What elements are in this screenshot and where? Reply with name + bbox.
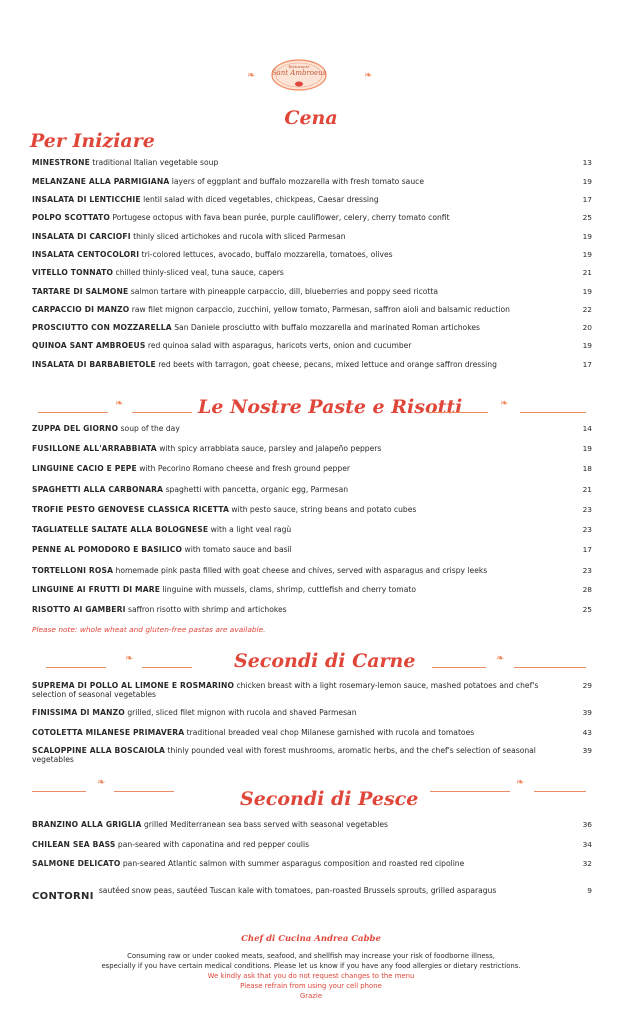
- menu-item-description: with spicy arrabbiata sauce, parsley and jalapeño peppers: [159, 444, 382, 453]
- section-title-pasta: Le Nostre Paste e Risotti: [198, 396, 463, 418]
- menu-item-text: [32, 287, 592, 296]
- flourish-line: [142, 655, 192, 668]
- menu-item-name: BRANZINO ALLA GRIGLIA: [32, 820, 142, 829]
- leaf-icon: ❧: [115, 398, 124, 409]
- menu-item: [32, 341, 592, 350]
- menu-item-text: [32, 681, 592, 699]
- menu-item: [32, 250, 592, 259]
- menu-item: [32, 305, 592, 314]
- menu-item-name: INSALATA DI BARBABIETOLE: [32, 360, 156, 369]
- menu-item: [32, 287, 592, 296]
- menu-item-text: [32, 566, 592, 575]
- menu-item-name: INSALATA CENTOCOLORI: [32, 250, 140, 259]
- menu-item: [32, 708, 592, 717]
- pasta-note: Please note: whole wheat and gluten-free pastas are available.: [32, 625, 266, 634]
- menu-item: [32, 566, 592, 575]
- contorni-price: 9: [587, 886, 592, 895]
- restaurant-logo: [246, 57, 352, 93]
- menu-item-price: 43: [582, 728, 592, 737]
- menu-item-price: 21: [582, 268, 592, 277]
- allergy-warning-2: especially if you have certain medical conditions. Please let us know if you have any food allergies or dietary restrictions.: [101, 962, 521, 970]
- menu-item-description: pan-seared with caponatina and red pepper coulis: [117, 840, 310, 849]
- flourish-line: [38, 400, 108, 413]
- menu-item-text: [32, 485, 592, 494]
- menu-item: [32, 505, 592, 514]
- section-title-fish: Secondi di Pesce: [240, 788, 419, 810]
- menu-item-name: PENNE AL POMODORO E BASILICO: [32, 545, 183, 554]
- menu-item: [32, 840, 592, 849]
- menu-item: [32, 424, 592, 433]
- menu-item-price: 19: [582, 177, 592, 186]
- flourish-line: [32, 779, 86, 792]
- menu-item-text: [32, 158, 592, 167]
- menu-item: [32, 464, 592, 473]
- menu-item-name: SALMONE DELICATO: [32, 859, 121, 868]
- menu-item: [32, 746, 592, 764]
- menu-item-price: 19: [582, 444, 592, 453]
- menu-item-description: with a light veal ragù: [210, 525, 292, 534]
- menu-item-name: INSALATA DI LENTICCHIE: [32, 195, 141, 204]
- menu-item-description: salmon tartare with pineapple carpaccio, dill, blueberries and poppy seed ricotta: [130, 287, 439, 296]
- menu-item-name: CARPACCIO DI MANZO: [32, 305, 130, 314]
- flourish-line: [432, 655, 486, 668]
- menu-item-description: chilled thinly-sliced veal, tuna sauce, capers: [115, 268, 284, 277]
- menu-item-name: CHILEAN SEA BASS: [32, 840, 116, 849]
- menu-item-text: [32, 859, 592, 868]
- menu-item-text: [32, 268, 592, 277]
- flourish-line: [534, 779, 586, 792]
- menu-item-description: lentil salad with diced vegetables, chickpeas, Caesar dressing: [143, 195, 379, 204]
- menu-item-name: TORTELLONI ROSA: [32, 566, 114, 575]
- menu-item-text: [32, 341, 592, 350]
- menu-item-name: ZUPPA DEL GIORNO: [32, 424, 119, 433]
- menu-item-text: [32, 585, 592, 594]
- leaf-icon: ❧: [247, 70, 256, 81]
- menu-item-text: [32, 360, 592, 369]
- menu-item-price: 20: [582, 323, 592, 332]
- menu-item-text: [32, 444, 592, 453]
- menu-item-price: 14: [582, 424, 592, 433]
- menu-item-price: 23: [582, 525, 592, 534]
- menu-item-text: [32, 525, 592, 534]
- menu-item-description: red beets with tarragon, goat cheese, pecans, mixed lettuce and orange saffron dressing: [158, 360, 497, 369]
- contorni-desc: sautéed snow peas, sautéed Tuscan kale with tomatoes, pan-roasted Brussels sprouts, grilled asparagus: [98, 886, 497, 895]
- logo-small-text: Ristorante: [288, 64, 310, 69]
- menu-item-description: linguine with mussels, clams, shrimp, cuttlefish and cherry tomato: [162, 585, 416, 594]
- menu-item-description: tri-colored lettuces, avocado, buffalo mozzarella, tomatoes, olives: [141, 250, 393, 259]
- menu-item-text: [32, 545, 592, 554]
- menu-item: [32, 681, 592, 699]
- menu-item-description: soup of the day: [120, 424, 180, 433]
- menu-item: [32, 485, 592, 494]
- menu-item-text: [32, 605, 592, 614]
- menu-item-description: with tomato sauce and basil: [184, 545, 292, 554]
- menu-item-name: SCALOPPINE ALLA BOSCAIOLA: [32, 746, 166, 755]
- menu-item: [32, 158, 592, 167]
- menu-item-name: MINESTRONE: [32, 158, 90, 167]
- menu-item: [32, 545, 592, 554]
- menu-item-description: traditional breaded veal chop Milanese garnished with rucola and tomatoes: [186, 728, 475, 737]
- menu-item-text: [32, 195, 592, 204]
- contorni-item: [32, 884, 592, 903]
- menu-item: [32, 605, 592, 614]
- cell-phone-request: Please refrain from using your cell phone: [240, 982, 382, 990]
- menu-item-description: thinly sliced artichokes and rucola with sliced Parmesan: [133, 232, 346, 241]
- flourish-line: [514, 655, 586, 668]
- menu-item-description: pan-seared Atlantic salmon with summer asparagus composition and roasted red cipoline: [122, 859, 465, 868]
- menu-item-description: thinly pounded veal with forest mushrooms, aromatic herbs, and the chef's selection of seasonal vegetables: [32, 746, 536, 764]
- menu-item: [32, 195, 592, 204]
- menu-item-text: [32, 305, 592, 314]
- menu-item: [32, 232, 592, 241]
- menu-item-price: 34: [582, 840, 592, 849]
- flourish-line: [114, 779, 174, 792]
- menu-item-price: 18: [582, 464, 592, 473]
- menu-item-description: Portugese octopus with fava bean purée, purple cauliflower, celery, cherry tomato confit: [112, 213, 450, 222]
- menu-item-text: [32, 464, 592, 473]
- menu-item-price: 23: [582, 566, 592, 575]
- menu-item-text: [32, 840, 592, 849]
- menu-item-description: saffron risotto with shrimp and artichokes: [128, 605, 287, 614]
- flourish-line: [430, 779, 510, 792]
- menu-item-text: [32, 746, 592, 764]
- menu-item-price: 32: [582, 859, 592, 868]
- menu-item-text: [32, 213, 592, 222]
- menu-item-price: 25: [582, 605, 592, 614]
- menu-item-price: 19: [582, 341, 592, 350]
- menu-item-name: MELANZANE ALLA PARMIGIANA: [32, 177, 170, 186]
- menu-item-text: [32, 505, 592, 514]
- menu-item-description: San Daniele prosciutto with buffalo mozzarella and marinated Roman artichokes: [174, 323, 480, 332]
- menu-item-description: layers of eggplant and buffalo mozzarella with fresh tomato sauce: [171, 177, 424, 186]
- menu-changes-request: We kindly ask that you do not request changes to the menu: [207, 972, 415, 980]
- menu-item-description: chicken breast with a light rosemary-lemon sauce, mashed potatoes and chef's selection of seasonal vegetables: [32, 681, 539, 699]
- leaf-icon: ❧: [125, 653, 134, 664]
- menu-item: [32, 177, 592, 186]
- menu-item: [32, 360, 592, 369]
- flourish-line: [520, 400, 586, 413]
- menu-item-text: [32, 177, 592, 186]
- menu-item: [32, 323, 592, 332]
- menu-item-name: RISOTTO AI GAMBERI: [32, 605, 126, 614]
- leaf-icon: ❧: [496, 653, 505, 664]
- menu-item-price: 19: [582, 232, 592, 241]
- menu-item-name: TARTARE DI SALMONE: [32, 287, 129, 296]
- menu-item-price: 17: [582, 195, 592, 204]
- menu-item-name: INSALATA DI CARCIOFI: [32, 232, 131, 241]
- menu-item-name: TAGLIATELLE SALTATE ALLA BOLOGNESE: [32, 525, 209, 534]
- menu-item-price: 13: [582, 158, 592, 167]
- menu-item-name: SPAGHETTI ALLA CARBONARA: [32, 485, 164, 494]
- menu-item-price: 39: [582, 708, 592, 717]
- leaf-icon: ❧: [97, 777, 106, 788]
- menu-item-price: 19: [582, 250, 592, 259]
- menu-item-description: homemade pink pasta filled with goat cheese and chives, served with asparagus and crispy leeks: [115, 566, 488, 575]
- menu-item-text: [32, 323, 592, 332]
- logo-text: Sant Ambroeus: [271, 69, 327, 77]
- menu-item: [32, 213, 592, 222]
- flourish-line: [132, 400, 192, 413]
- menu-item-price: 22: [582, 305, 592, 314]
- menu-item-price: 17: [582, 360, 592, 369]
- chef-name: Chef di Cucina Andrea Cabbe: [241, 934, 381, 944]
- menu-item-text: [32, 728, 592, 737]
- menu-item-description: grilled, sliced filet mignon with rucola and shaved Parmesan: [127, 708, 357, 717]
- menu-item-text: [32, 424, 592, 433]
- menu-item-name: QUINOA SANT AMBROEUS: [32, 341, 146, 350]
- menu-item-price: 21: [582, 485, 592, 494]
- menu-item-price: 23: [582, 505, 592, 514]
- section-title-meat: Secondi di Carne: [234, 650, 416, 672]
- menu-item: [32, 268, 592, 277]
- menu-item: [32, 525, 592, 534]
- menu-item-name: FINISSIMA DI MANZO: [32, 708, 125, 717]
- menu-item-description: grilled Mediterranean sea bass served with seasonal vegetables: [143, 820, 388, 829]
- leaf-icon: ❧: [364, 70, 373, 81]
- menu-item-description: with pesto sauce, string beans and potato cubes: [231, 505, 417, 514]
- menu-item: [32, 444, 592, 453]
- section-title-starters: Per Iniziare: [30, 130, 155, 152]
- menu-item-name: FUSILLONE ALL'ARRABBIATA: [32, 444, 157, 453]
- menu-item-price: 19: [582, 287, 592, 296]
- menu-item-text: [32, 232, 592, 241]
- menu-item-name: POLPO SCOTTATO: [32, 213, 110, 222]
- thanks-text: Grazie: [299, 992, 323, 1000]
- menu-item-name: LINGUINE CACIO E PEPE: [32, 464, 137, 473]
- flourish-line: [428, 400, 488, 413]
- contorni-name: CONTORNI: [32, 891, 94, 902]
- menu-item: [32, 820, 592, 829]
- menu-item-price: 17: [582, 545, 592, 554]
- leaf-icon: ❧: [516, 777, 525, 788]
- menu-item-description: spaghetti with pancetta, organic egg, Parmesan: [165, 485, 349, 494]
- menu-item-description: traditional Italian vegetable soup: [92, 158, 219, 167]
- menu-item: [32, 585, 592, 594]
- menu-item-name: TROFIE PESTO GENOVESE CLASSICA RICETTA: [32, 505, 229, 514]
- page-title: Cena: [284, 107, 338, 129]
- menu-item-description: red quinoa salad with asparagus, haricots verts, onion and cucumber: [147, 341, 412, 350]
- menu-item: [32, 728, 592, 737]
- menu-item-price: 28: [582, 585, 592, 594]
- menu-item-price: 25: [582, 213, 592, 222]
- menu-item-text: [32, 820, 592, 829]
- menu-item-text: [32, 708, 592, 717]
- menu-item-price: 29: [582, 681, 592, 690]
- menu-item-price: 39: [582, 746, 592, 755]
- menu-item-description: raw filet mignon carpaccio, zucchini, yellow tomato, Parmesan, saffron aioli and balsamic reduction: [131, 305, 510, 314]
- menu-item-name: SUPREMA DI POLLO AL LIMONE E ROSMARINO: [32, 681, 235, 690]
- menu-item: [32, 859, 592, 868]
- menu-item-price: 36: [582, 820, 592, 829]
- flourish-line: [46, 655, 106, 668]
- menu-item-name: VITELLO TONNATO: [32, 268, 114, 277]
- menu-item-text: [32, 250, 592, 259]
- menu-item-description: with Pecorino Romano cheese and fresh ground pepper: [139, 464, 350, 473]
- menu-item-name: COTOLETTA MILANESE PRIMAVERA: [32, 728, 185, 737]
- leaf-icon: ❧: [500, 398, 509, 409]
- menu-item-name: LINGUINE AI FRUTTI DI MARE: [32, 585, 161, 594]
- allergy-warning-1: Consuming raw or under cooked meats, seafood, and shellfish may increase your risk of foodborne illness,: [127, 952, 495, 960]
- menu-item-name: PROSCIUTTO CON MOZZARELLA: [32, 323, 172, 332]
